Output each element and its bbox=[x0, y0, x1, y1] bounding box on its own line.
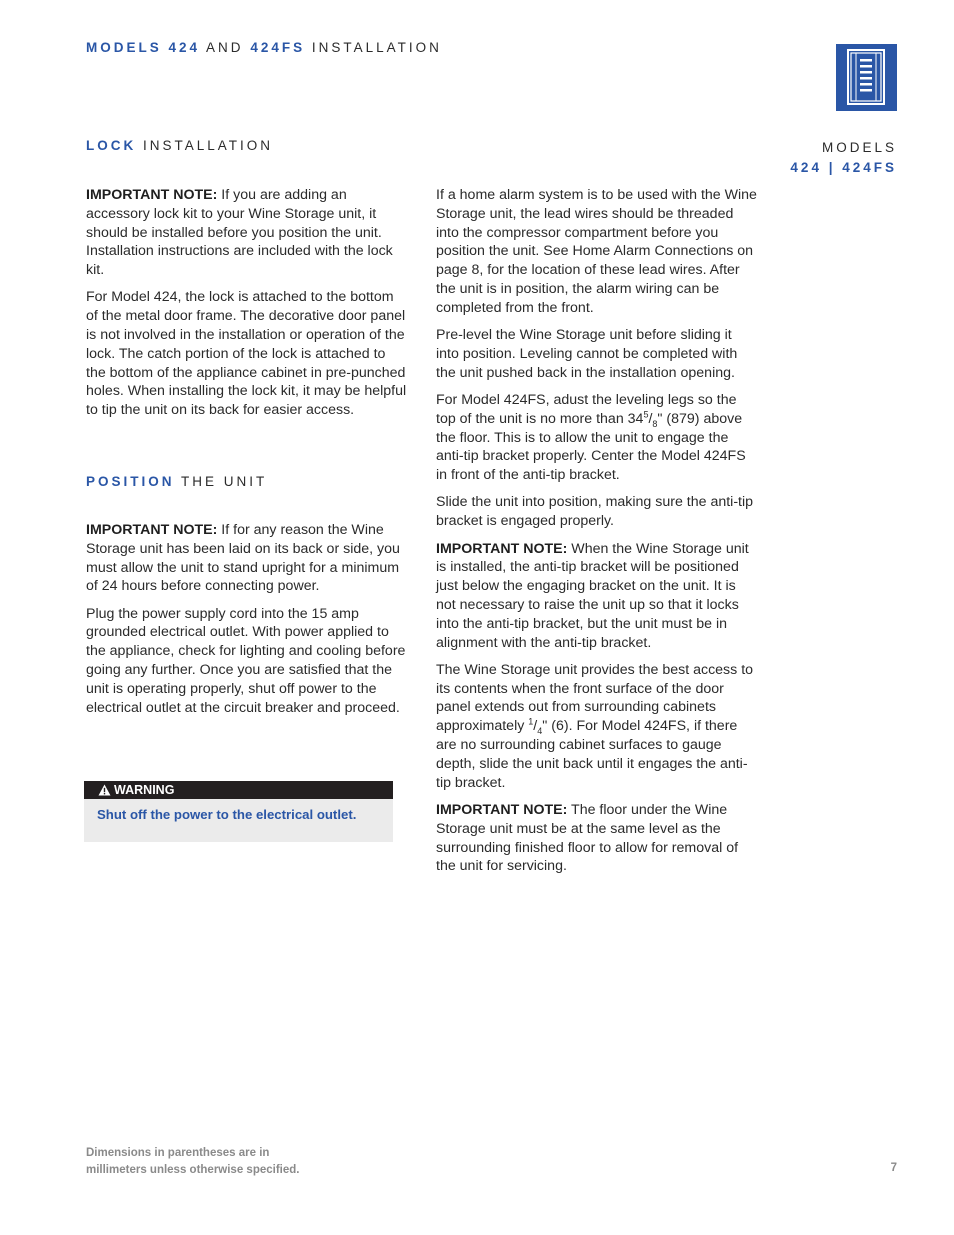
note-text: If for any reason the Wine Storage unit has been laid on its back or side, you must allow the unit to stand upright for a minimum of 24 hours before connecting power. bbox=[86, 522, 400, 595]
warning-triangle-icon bbox=[98, 784, 111, 796]
note-label: IMPORTANT NOTE: bbox=[86, 522, 218, 538]
lock-heading-bold: LOCK bbox=[86, 138, 137, 153]
fraction-denominator: 8 bbox=[652, 418, 658, 429]
position-heading-bold: POSITION bbox=[86, 474, 175, 489]
note-text: The floor under the Wine Storage unit must be at the same level as the surrounding finished floor to allow for removal of the unit for servicing. bbox=[436, 801, 739, 875]
floor-important-note bbox=[436, 801, 758, 876]
lock-paragraph: For Model 424, the lock is attached to the bottom of the metal door frame. The decorative door panel is not involved in the installation or operation of the lock. The catch portion of the lock is attached to the bottom of the appliance cabinet in pre-punched holes. When installing the lock kit, it may be helpful to tip the unit on its back for easier access. bbox=[86, 289, 407, 419]
position-column bbox=[86, 521, 408, 726]
warning-text: Shut off the power to the electrical outlet. bbox=[97, 807, 357, 822]
leveling-text-b: " (879) above the floor. This is to allow the unit to engage the anti-tip bracket properly. Center the Model 424FS in front of the anti-tip bracket. bbox=[436, 410, 746, 484]
warning-label: WARNING bbox=[114, 783, 175, 797]
models-label-line2: 424 | 424FS bbox=[790, 160, 897, 175]
fraction-numerator: 5 bbox=[643, 409, 649, 420]
header-model-424fs: 424FS bbox=[250, 40, 306, 55]
header-and: AND bbox=[206, 40, 244, 55]
fraction-numerator: 1 bbox=[528, 716, 534, 727]
anti-tip-important-note bbox=[436, 540, 758, 653]
position-paragraph: Plug the power supply cord into the 15 amp grounded electrical outlet. With power applied to the appliance, check for lighting and cooling before going any further. Once you are satisfied that the unit is operating properly, shut off power to the electrical outlet at the circuit breaker and proceed. bbox=[86, 605, 406, 716]
warning-bar bbox=[84, 781, 393, 799]
fraction-denominator: 4 bbox=[537, 726, 543, 737]
right-column bbox=[436, 186, 758, 885]
lock-heading-rest: INSTALLATION bbox=[143, 138, 274, 153]
slide-paragraph: Slide the unit into position, making sure the anti-tip bracket is engaged properly. bbox=[436, 494, 754, 530]
footer-line2: millimeters unless otherwise specified. bbox=[86, 1164, 300, 1176]
leveling-text-a: For Model 424FS, adust the leveling legs so the top of the unit is no more than 34 bbox=[436, 391, 737, 427]
lock-important-note bbox=[86, 186, 408, 280]
door-panel-paragraph: The Wine Storage unit provides the best access to its contents when the front surface of the door panel extends out from surrounding cabinets approximately $^1/_4$" (6). For Model 424FS, if there are no surrounding cabinet surfaces to gauge depth, slide the unit back until it engages the anti-tip bracket. bbox=[436, 661, 754, 791]
running-header bbox=[86, 40, 442, 55]
footer-line1: Dimensions in parentheses are in bbox=[86, 1147, 270, 1159]
note-text: If you are adding an accessory lock kit to your Wine Storage unit, it should be installed before you position the unit. Installation instructions are included with the lock kit. bbox=[86, 187, 393, 279]
door-panel-text-a: The Wine Storage unit provides the best access to its contents when the front surface of the door panel extends out from surrounding cabinets approximately bbox=[436, 661, 754, 735]
lock-column bbox=[86, 186, 408, 429]
warning-box bbox=[84, 781, 393, 842]
position-important-note bbox=[86, 521, 408, 596]
position-heading-rest: THE UNIT bbox=[181, 474, 268, 489]
alarm-paragraph: If a home alarm system is to be used with the Wine Storage unit, the lead wires should be threaded into the compressor compartment before you position the unit. See Home Alarm Connections on page 8, for the location of these lead wires. After the unit is in position, the alarm wiring can be completed from the front. bbox=[436, 187, 757, 316]
models-side-label bbox=[790, 138, 897, 178]
leveling-legs-paragraph: For Model 424FS, adust the leveling legs so the top of the unit is no more than $34^5/_8$" (879) above the floor. This is to allow the unit to engage the anti-tip bracket properly. Center the Model 424FS in front of the anti-tip bracket. bbox=[436, 391, 746, 484]
lock-installation-heading bbox=[86, 138, 273, 153]
door-panel-text-b: " (6). For Model 424FS, if there are no surrounding cabinet surfaces to gauge depth, slide the unit back until it engages the anti-tip bracket. bbox=[436, 718, 748, 791]
position-unit-heading bbox=[86, 474, 267, 489]
models-label-line1: MODELS bbox=[821, 140, 897, 155]
wine-cabinet-logo-icon bbox=[836, 44, 897, 111]
header-installation: INSTALLATION bbox=[311, 40, 442, 55]
footer-note bbox=[86, 1145, 299, 1179]
note-label: IMPORTANT NOTE: bbox=[436, 801, 568, 818]
header-model-424: MODELS 424 bbox=[86, 40, 201, 55]
note-label: IMPORTANT NOTE: bbox=[86, 187, 218, 203]
note-text: When the Wine Storage unit is installed, the anti-tip bracket will be positioned just below the engaging bracket on the unit. It is not necessary to raise the unit up so that it locks into the anti-tip bracket, but the unit must be in alignment with the anti-tip bracket. bbox=[436, 540, 749, 651]
pre-level-paragraph: Pre-level the Wine Storage unit before sliding it into position. Leveling cannot be completed with the unit pushed back in the installation opening. bbox=[436, 327, 738, 381]
note-label: IMPORTANT NOTE: bbox=[436, 540, 568, 557]
page-number: 7 bbox=[890, 1162, 897, 1174]
